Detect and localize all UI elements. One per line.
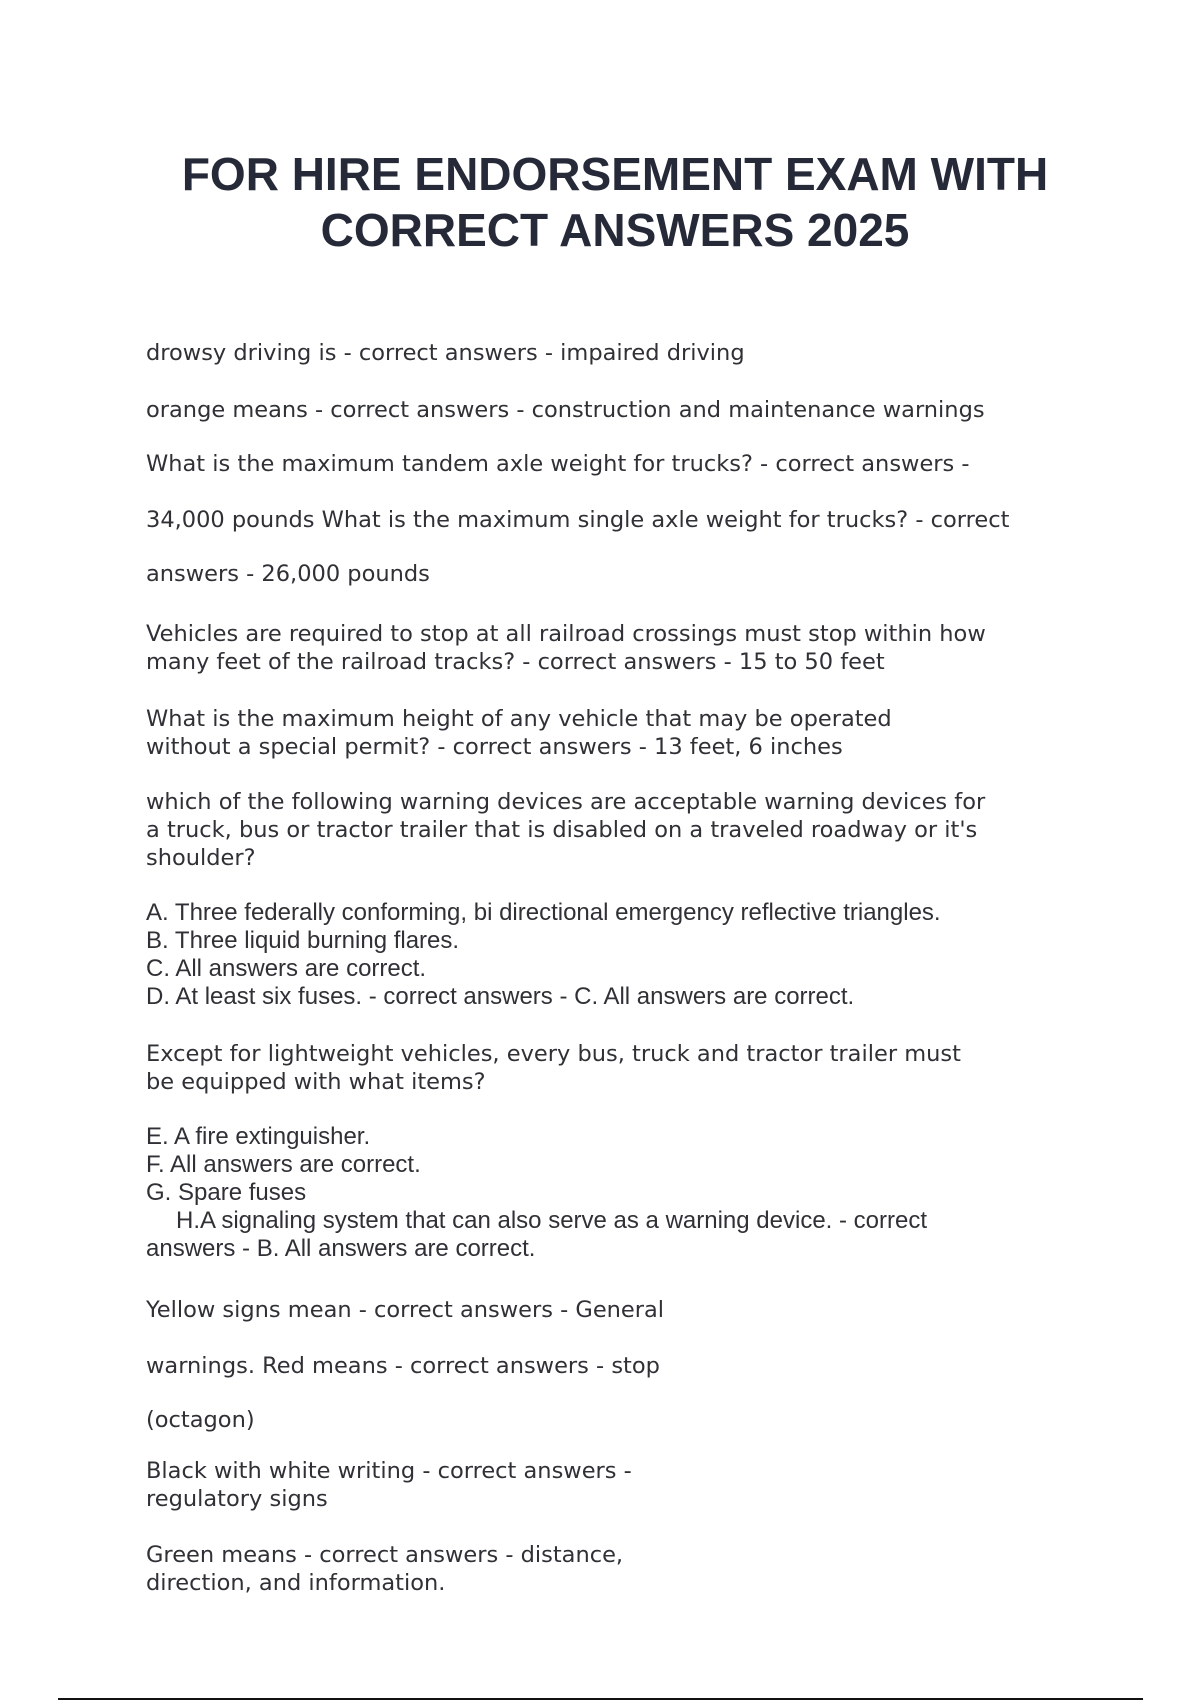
qa-equipment-question <box>146 1040 961 1096</box>
option-line: F. All answers are correct. <box>146 1151 421 1178</box>
title-line: FOR HIRE ENDORSEMENT EXAM WITH <box>181 148 1049 200</box>
qa-octagon <box>146 1406 255 1434</box>
qa-tandem-axle <box>146 450 970 478</box>
text-line: regulatory signs <box>146 1486 328 1512</box>
text-line: orange means - correct answers - construction and maintenance warnings <box>146 397 985 423</box>
text-line: which of the following warning devices are acceptable warning devices for <box>146 789 986 815</box>
title-line: CORRECT ANSWERS 2025 <box>320 204 910 256</box>
text-line: be equipped with what items? <box>146 1069 486 1095</box>
qa-orange-means <box>146 396 985 424</box>
qa-single-axle <box>146 506 1009 534</box>
option-line: B. Three liquid burning flares. <box>146 927 460 954</box>
text-line: a truck, bus or tractor trailer that is disabled on a traveled roadway or it's <box>146 817 978 843</box>
text-line: What is the maximum tandem axle weight for trucks? - correct answers - <box>146 451 970 477</box>
qa-railroad-crossings <box>146 620 986 676</box>
qa-green-means <box>146 1541 623 1597</box>
qa-equipment-options <box>146 1123 927 1263</box>
text-line: answers - 26,000 pounds <box>146 561 430 587</box>
option-line: E. A fire extinguisher. <box>146 1123 371 1150</box>
text-line: Vehicles are required to stop at all railroad crossings must stop within how <box>146 621 986 647</box>
option-line: A. Three federally conforming, bi directional emergency reflective triangles. <box>146 899 941 926</box>
text-line: many feet of the railroad tracks? - correct answers - 15 to 50 feet <box>146 649 885 675</box>
text-line: shoulder? <box>146 845 256 871</box>
qa-red-means <box>146 1352 660 1380</box>
text-line: without a special permit? - correct answers - 13 feet, 6 inches <box>146 734 843 760</box>
text-line: Green means - correct answers - distance, <box>146 1542 624 1568</box>
text-line: direction, and information. <box>146 1570 446 1596</box>
option-line: C. All answers are correct. <box>146 955 427 982</box>
qa-drowsy-driving <box>146 339 745 367</box>
qa-warning-devices-options <box>146 899 941 1011</box>
text-line: (octagon) <box>146 1407 255 1433</box>
qa-maximum-height <box>146 705 892 761</box>
text-line: warnings. Red means - correct answers - stop <box>146 1353 660 1379</box>
text-line: What is the maximum height of any vehicle that may be operated <box>146 706 892 732</box>
qa-single-axle-answer <box>146 560 430 588</box>
text-line: Except for lightweight vehicles, every bus, truck and tractor trailer must <box>146 1041 961 1067</box>
document-title <box>100 146 1130 258</box>
qa-black-white-signs <box>146 1457 632 1513</box>
option-line: D. At least six fuses. - correct answers - C. All answers are correct. <box>146 983 855 1010</box>
option-line: H.A signaling system that can also serve as a warning device. - correct <box>176 1207 928 1234</box>
text-line: 34,000 pounds What is the maximum single axle weight for trucks? - correct <box>146 507 1010 533</box>
qa-yellow-signs <box>146 1296 664 1324</box>
text-line: Yellow signs mean - correct answers - General <box>146 1297 665 1323</box>
text-line: Black with white writing - correct answers - <box>146 1458 632 1484</box>
qa-warning-devices-question <box>146 788 985 872</box>
text-line: drowsy driving is - correct answers - impaired driving <box>146 340 745 366</box>
option-line: G. Spare fuses <box>146 1179 307 1206</box>
option-line: answers - B. All answers are correct. <box>146 1235 536 1262</box>
